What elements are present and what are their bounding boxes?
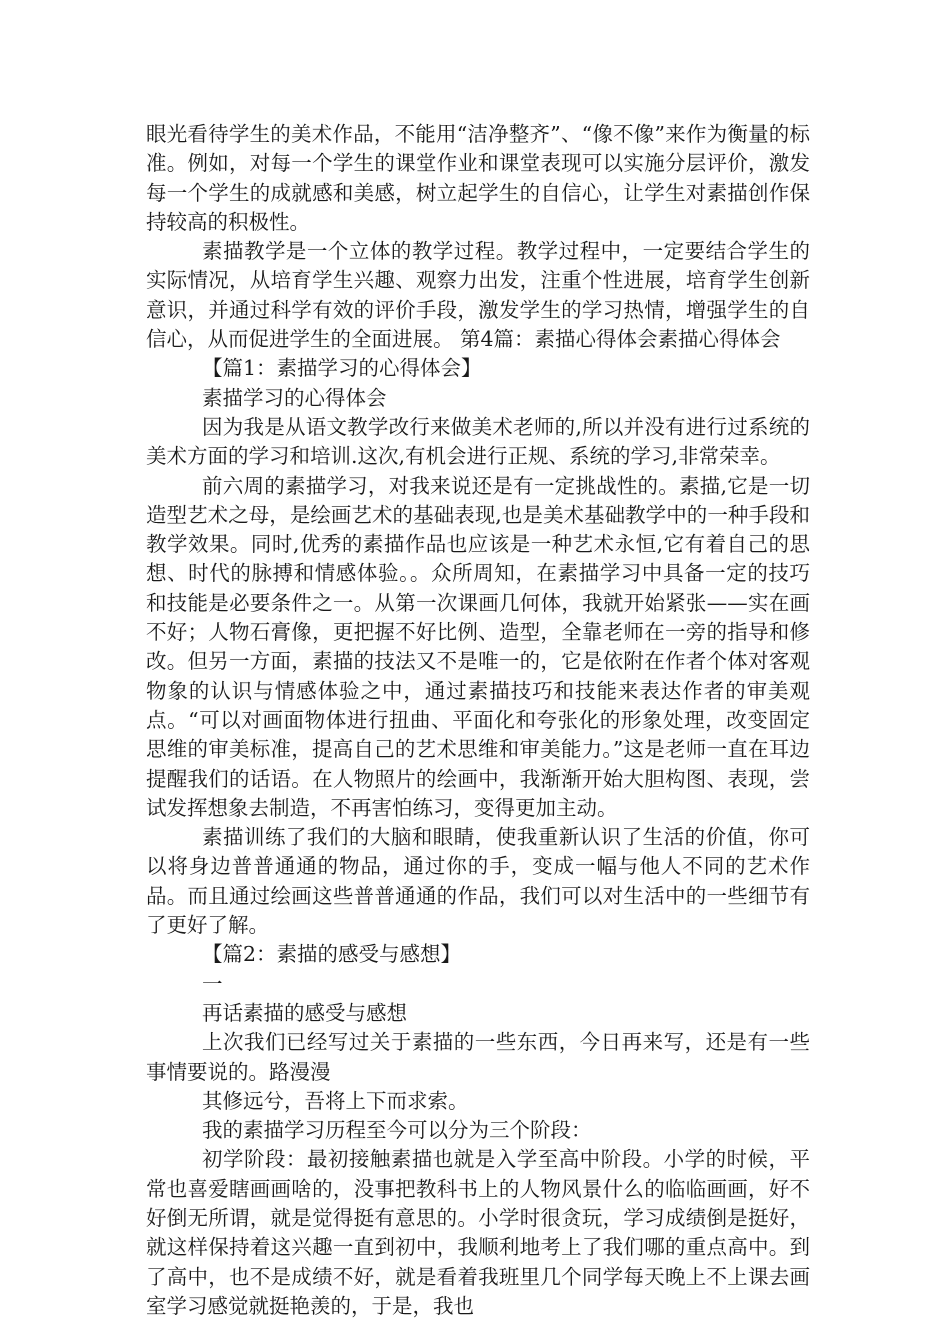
- section-heading: 【篇2：素描的感受与感想】: [202, 942, 462, 967]
- article-title: 素描学习的心得体会: [202, 385, 387, 410]
- paragraph: 初学阶段：最初接触素描也就是入学至高中阶段。小学的时候，平常也喜爱瞎画画啥的，没事把教科书上的人物风景什么的临临画画，好不好倒无所谓，就是觉得挺有意思的。小学时很贪玩，学习成绩倒是挺好，就这样保持着这兴趣一直到初中，我顺利地考上了我们哪的重点高中。到了高中，也不是成绩不好，就是看着我班里几个同学每天晚上不上课去画室学习感觉就挺艳羡的，于是，我也: [146, 1147, 810, 1318]
- paragraph: 前六周的素描学习，对我来说还是有一定挑战性的。素描,它是一切造型艺术之母，是绘画艺术的基础表现,也是美术基础教学中的一种手段和教学效果。同时,优秀的素描作品也应该是一种艺术永恒,它有着自己的思想、时代的脉搏和情感体验。。众所周知，在素描学习中具备一定的技巧和技能是必要条件之一。从第一次课画几何体，我就开始紧张——实在画不好；人物石膏像，更把握不好比例、造型，全靠老师在一旁的指导和修改。但另一方面，素描的技法又不是唯一的，它是依附在作者个体对客观物象的认识与情感体验之中，通过素描技巧和技能来表达作者的审美观点。“可以对画面物体进行扭曲、平面化和夸张化的形象处理，改变固定思维的审美标准，提高自己的艺术思维和审美能力。”这是老师一直在耳边提醒我们的话语。在人物照片的绘画中，我渐渐开始大胆构图、表现，尝试发挥想象去制造，不再害怕练习，变得更加主动。: [146, 473, 810, 820]
- article-title: 再话素描的感受与感想: [202, 1000, 407, 1025]
- paragraph: 上次我们已经写过关于素描的一些东西，今日再来写，还是有一些事情要说的。路漫漫: [146, 1030, 810, 1084]
- paragraph: 眼光看待学生的美术作品，不能用“洁净整齐”、“像不像”来作为衡量的标准。例如，对每一个学生的课堂作业和课堂表现可以实施分层评价，激发每一个学生的成就感和美感，树立起学生的自信心，让学生对素描创作保持较高的积极性。: [146, 122, 810, 234]
- paragraph: 其修远兮，吾将上下而求索。: [202, 1088, 469, 1113]
- section-heading: 【篇1：素描学习的心得体会】: [202, 356, 482, 381]
- paragraph: 素描训练了我们的大脑和眼睛，使我重新认识了生活的价值，你可以将身边普普通通的物品，通过你的手，变成一幅与他人不同的艺术作品。而且通过绘画这些普普通通的作品，我们可以对生活中的一些细节有了更好了解。: [146, 825, 810, 938]
- document-page: [146, 120, 810, 1321]
- paragraph: 一: [202, 971, 223, 996]
- paragraph: 因为我是从语文教学改行来做美术老师的,所以并没有进行过系统的美术方面的学习和培训.这次,有机会进行正规、系统的学习,非常荣幸。: [146, 414, 810, 469]
- paragraph: 我的素描学习历程至今可以分为三个阶段：: [202, 1118, 592, 1143]
- paragraph: 素描教学是一个立体的教学过程。教学过程中，一定要结合学生的实际情况，从培育学生兴趣、观察力出发，注重个性进展，培育学生创新意识，并通过科学有效的评价手段，激发学生的学习热情，增强学生的自信心，从而促进学生的全面进展。 第4篇：素描心得体会素描心得体会: [146, 239, 810, 352]
